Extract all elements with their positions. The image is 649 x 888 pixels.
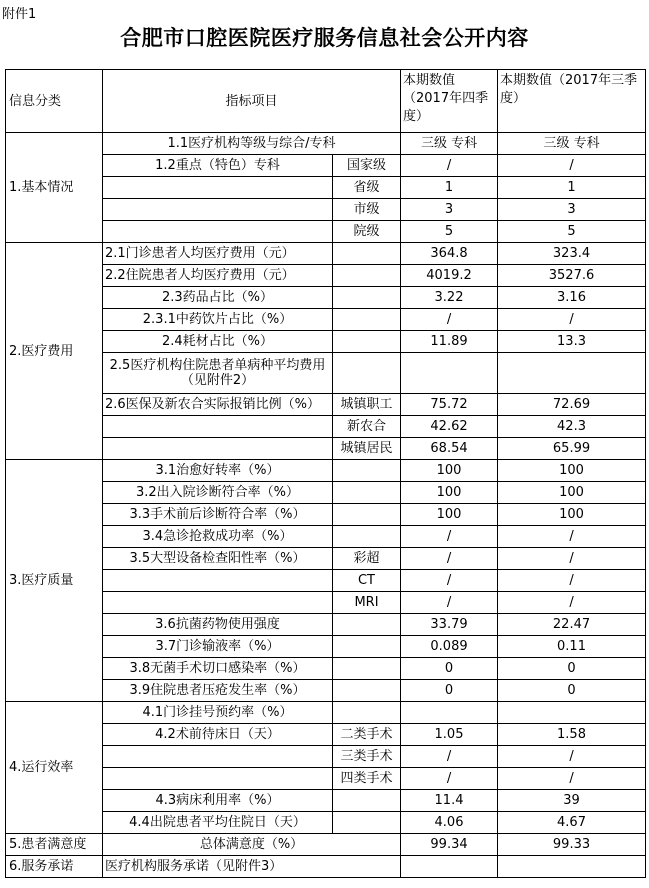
category-commitment: 6.服务承诺 [6, 856, 103, 878]
indicator-cell: 2.1门诊患者人均医疗费用（元） [103, 243, 333, 265]
previous-value: / [498, 592, 646, 614]
previous-value: / [498, 570, 646, 592]
current-value: 0.089 [401, 636, 498, 658]
table-header-row [6, 70, 646, 133]
table-row [6, 460, 646, 482]
previous-value: 22.47 [498, 614, 646, 636]
previous-value: / [498, 746, 646, 768]
current-value: / [401, 746, 498, 768]
previous-value: / [498, 526, 646, 548]
sub-item-cell [333, 309, 401, 331]
previous-value: 100 [498, 460, 646, 482]
sub-item-cell [333, 702, 401, 724]
indicator-cell [103, 570, 333, 592]
sub-item-cell: 三类手术 [333, 746, 401, 768]
indicator-cell: 2.4耗材占比（%） [103, 331, 333, 353]
current-value: 99.34 [401, 834, 498, 856]
indicator-cell [103, 746, 333, 768]
previous-value: 100 [498, 504, 646, 526]
previous-value: 72.69 [498, 394, 646, 416]
indicator-cell [103, 416, 333, 438]
indicator-cell: 4.2术前待床日（天） [103, 724, 333, 746]
header-indicator: 指标项目 [103, 70, 401, 133]
indicator-cell: 2.2住院患者人均医疗费用（元） [103, 265, 333, 287]
category-cost: 2.医疗费用 [6, 243, 103, 460]
sub-item-cell: 四类手术 [333, 768, 401, 790]
current-value: 0 [401, 658, 498, 680]
indicator-cell: 1.2重点（特色）专科 [103, 155, 333, 177]
indicator-cell: 4.3病床利用率（%） [103, 790, 333, 812]
current-value: 100 [401, 460, 498, 482]
indicator-cell: 3.8无菌手术切口感染率（%） [103, 658, 333, 680]
attachment-label: 附件1 [2, 7, 37, 22]
previous-value: / [498, 155, 646, 177]
current-value: 5 [401, 221, 498, 243]
table-row [6, 702, 646, 724]
current-value: / [401, 768, 498, 790]
current-value: 3.22 [401, 287, 498, 309]
indicator-cell: 4.1门诊挂号预约率（%） [103, 702, 333, 724]
header-current: 本期数值（2017年四季度） [401, 70, 498, 133]
previous-value: 0 [498, 658, 646, 680]
indicator-cell [103, 768, 333, 790]
current-value: / [401, 526, 498, 548]
current-value: 4.06 [401, 812, 498, 834]
previous-value [498, 353, 646, 394]
sub-item-cell: 彩超 [333, 548, 401, 570]
sub-item-cell [333, 287, 401, 309]
current-value: 75.72 [401, 394, 498, 416]
sub-item-cell: CT [333, 570, 401, 592]
sub-item-cell [333, 680, 401, 702]
current-value: 1.05 [401, 724, 498, 746]
sub-item-cell [333, 353, 401, 394]
disclosure-table [5, 69, 646, 878]
sub-item-cell [333, 636, 401, 658]
header-category: 信息分类 [6, 70, 103, 133]
current-value: 33.79 [401, 614, 498, 636]
current-value: 68.54 [401, 438, 498, 460]
sub-item-cell: MRI [333, 592, 401, 614]
current-value: 11.4 [401, 790, 498, 812]
indicator-cell: 总体满意度（%） [103, 834, 401, 856]
previous-value: 65.99 [498, 438, 646, 460]
sub-item-cell [333, 243, 401, 265]
indicator-cell: 3.3手术前后诊断符合率（%） [103, 504, 333, 526]
current-value: 11.89 [401, 331, 498, 353]
current-value: 4019.2 [401, 265, 498, 287]
sub-item-cell [333, 482, 401, 504]
sub-item-cell: 省级 [333, 177, 401, 199]
sub-item-cell: 国家级 [333, 155, 401, 177]
current-value: 0 [401, 680, 498, 702]
previous-value: 3.16 [498, 287, 646, 309]
category-satisfaction: 5.患者满意度 [6, 834, 103, 856]
sub-item-cell [333, 658, 401, 680]
current-value: 364.8 [401, 243, 498, 265]
previous-value [498, 702, 646, 724]
sub-item-cell: 二类手术 [333, 724, 401, 746]
sub-item-cell: 城镇职工 [333, 394, 401, 416]
previous-value: / [498, 309, 646, 331]
indicator-cell [103, 221, 333, 243]
previous-value: 1.58 [498, 724, 646, 746]
indicator-cell: 1.1医疗机构等级与综合/专科 [103, 133, 401, 155]
previous-value: 3527.6 [498, 265, 646, 287]
indicator-cell [103, 438, 333, 460]
table-row [6, 243, 646, 265]
sub-item-cell [333, 790, 401, 812]
previous-value: 5 [498, 221, 646, 243]
previous-value: 323.4 [498, 243, 646, 265]
sub-item-cell [333, 331, 401, 353]
indicator-cell: 3.4急诊抢救成功率（%） [103, 526, 333, 548]
category-efficiency: 4.运行效率 [6, 702, 103, 834]
previous-value: 13.3 [498, 331, 646, 353]
current-value: / [401, 570, 498, 592]
current-value: 42.62 [401, 416, 498, 438]
sub-item-cell [333, 812, 401, 834]
current-value: / [401, 592, 498, 614]
indicator-cell: 4.4出院患者平均住院日（天） [103, 812, 333, 834]
indicator-cell: 2.3药品占比（%） [103, 287, 333, 309]
indicator-cell: 3.1治愈好转率（%） [103, 460, 333, 482]
page-title: 合肥市口腔医院医疗服务信息社会公开内容 [120, 26, 529, 50]
previous-value: 42.3 [498, 416, 646, 438]
current-value: / [401, 548, 498, 570]
previous-value: / [498, 768, 646, 790]
current-value: 3 [401, 199, 498, 221]
indicator-cell: 医疗机构服务承诺（见附件3） [103, 856, 401, 878]
indicator-cell: 3.6抗菌药物使用强度 [103, 614, 333, 636]
indicator-cell: 3.5大型设备检查阳性率（%） [103, 548, 333, 570]
indicator-cell: 2.3.1中药饮片占比（%） [103, 309, 333, 331]
current-value: / [401, 309, 498, 331]
previous-value: 1 [498, 177, 646, 199]
current-value: 100 [401, 504, 498, 526]
previous-value: 0.11 [498, 636, 646, 658]
current-value [401, 353, 498, 394]
sub-item-cell: 市级 [333, 199, 401, 221]
indicator-cell: 2.6医保及新农合实际报销比例（%） [103, 394, 333, 416]
category-basic: 1.基本情况 [6, 133, 103, 243]
indicator-cell: 2.5医疗机构住院患者单病种平均费用（见附件2） [103, 353, 333, 394]
sub-item-cell [333, 526, 401, 548]
previous-value: 100 [498, 482, 646, 504]
previous-value: 4.67 [498, 812, 646, 834]
current-value [401, 702, 498, 724]
sub-item-cell [333, 504, 401, 526]
indicator-cell: 3.7门诊输液率（%） [103, 636, 333, 658]
previous-value: 99.33 [498, 834, 646, 856]
header-previous: 本期数值（2017年三季度） [498, 70, 646, 133]
previous-value [498, 856, 646, 878]
sub-item-cell: 院级 [333, 221, 401, 243]
previous-value: 三级 专科 [498, 133, 646, 155]
table-row [6, 834, 646, 856]
indicator-cell [103, 177, 333, 199]
current-value: 三级 专科 [401, 133, 498, 155]
indicator-cell [103, 592, 333, 614]
category-quality: 3.医疗质量 [6, 460, 103, 702]
previous-value: / [498, 548, 646, 570]
indicator-cell: 3.9住院患者压疮发生率（%） [103, 680, 333, 702]
current-value: 1 [401, 177, 498, 199]
current-value: 100 [401, 482, 498, 504]
indicator-cell [103, 199, 333, 221]
sub-item-cell [333, 614, 401, 636]
table-row [6, 856, 646, 878]
indicator-cell: 3.2出入院诊断符合率（%） [103, 482, 333, 504]
sub-item-cell [333, 460, 401, 482]
sub-item-cell: 城镇居民 [333, 438, 401, 460]
table-row [6, 133, 646, 155]
previous-value: 3 [498, 199, 646, 221]
previous-value: 39 [498, 790, 646, 812]
sub-item-cell [333, 265, 401, 287]
current-value: / [401, 155, 498, 177]
previous-value: 0 [498, 680, 646, 702]
current-value [401, 856, 498, 878]
sub-item-cell: 新农合 [333, 416, 401, 438]
